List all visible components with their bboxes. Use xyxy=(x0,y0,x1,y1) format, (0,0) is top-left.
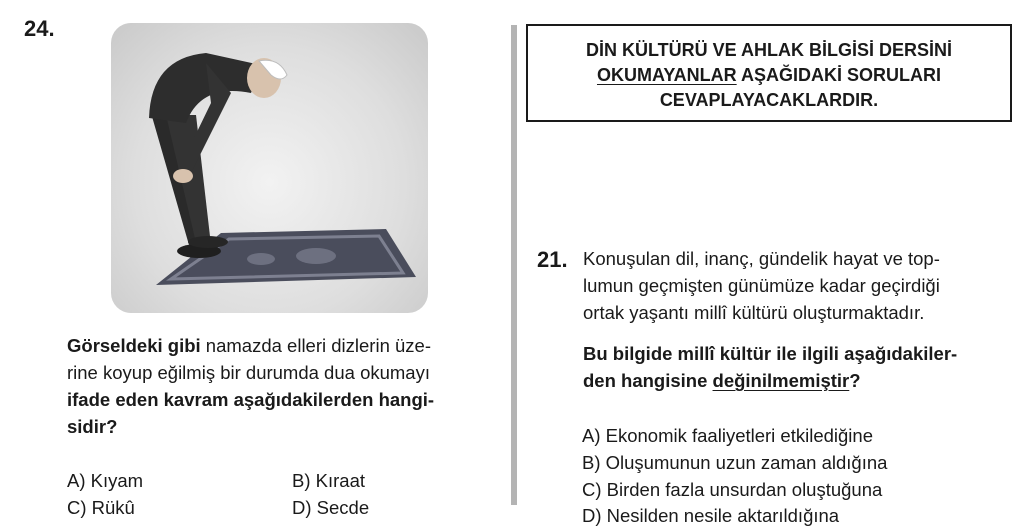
notice-underlined: OKUMAYANLAR xyxy=(596,65,737,85)
option-21-b[interactable]: B) Oluşumunun uzun zaman aldığına xyxy=(582,452,888,473)
question-number-24: 24. xyxy=(24,16,55,41)
option-21-a[interactable]: A) Ekonomik faaliyetleri etkilediğine xyxy=(582,425,873,446)
option-24-c[interactable]: C) Rükû xyxy=(67,497,135,518)
stem-bold-lead: Görseldeki gibi xyxy=(67,335,201,356)
person-bowing-icon xyxy=(111,23,428,313)
prompt-line-2-pre: den hangisine xyxy=(583,370,713,391)
prayer-photo xyxy=(111,23,428,313)
question-21-prompt xyxy=(583,340,1023,394)
notice-box xyxy=(526,24,1012,122)
stem-line-1: namazda elleri dizlerin üze- xyxy=(200,335,431,356)
question-24-stem xyxy=(67,332,507,440)
prompt-line-1: Bu bilgide millî kültür ile ilgili aşağıdakiler- xyxy=(583,343,958,364)
option-24-b[interactable]: B) Kıraat xyxy=(292,470,365,491)
question-number-21: 21. xyxy=(537,247,568,272)
column-divider xyxy=(511,25,517,505)
notice-line-1: DİN KÜLTÜRÜ VE AHLAK BİLGİSİ DERSİNİ xyxy=(585,40,952,60)
stem21-line-3: ortak yaşantı millî kültürü oluşturmaktadır. xyxy=(583,302,925,323)
option-21-c[interactable]: C) Birden fazla unsurdan oluştuğuna xyxy=(582,479,883,500)
stem21-line-1: Konuşulan dil, inanç, gündelik hayat ve top- xyxy=(583,248,940,269)
option-24-d[interactable]: D) Secde xyxy=(292,497,370,518)
stem-line-4: sidir? xyxy=(67,416,118,437)
prompt-line-2-post: ? xyxy=(849,370,861,391)
option-24-a[interactable]: A) Kıyam xyxy=(67,470,144,491)
prompt-underlined: değinilmemiştir xyxy=(712,370,850,391)
stem21-line-2: lumun geçmişten günümüze kadar geçirdiği xyxy=(583,275,940,296)
stem-line-3: ifade eden kavram aşağıdakilerden hangi- xyxy=(67,389,435,410)
notice-line-2: AŞAĞIDAKİ SORULARI xyxy=(736,65,942,85)
stem-line-2: rine koyup eğilmiş bir durumda dua okumayı xyxy=(67,362,430,383)
option-21-d[interactable]: D) Nesilden nesile aktarıldığına xyxy=(582,505,840,526)
question-21-stem xyxy=(583,245,1013,326)
notice-line-3: CEVAPLAYACAKLARDIR. xyxy=(659,90,879,110)
